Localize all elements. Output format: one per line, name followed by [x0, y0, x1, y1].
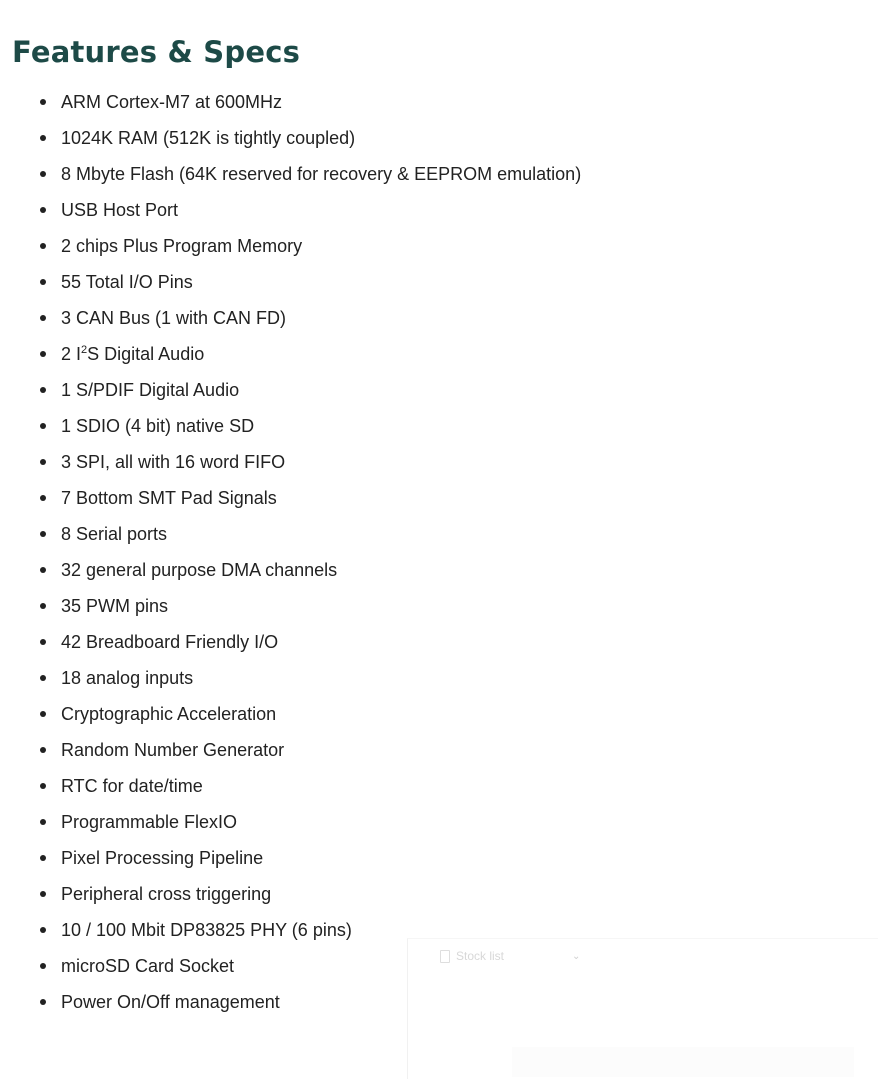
bullet-icon: [40, 315, 46, 321]
feature-text: 32 general purpose DMA channels: [61, 560, 338, 580]
bullet-icon: [40, 675, 46, 681]
list-item: [0, 300, 700, 336]
bullet-icon: [40, 819, 46, 825]
feature-text: ARM Cortex-M7 at 600MHz: [61, 92, 283, 112]
bullet-icon: [40, 243, 46, 249]
list-item: [0, 552, 700, 588]
feature-text: 7 Bottom SMT Pad Signals: [61, 488, 277, 508]
bullet-icon: [40, 207, 46, 213]
feature-text: Power On/Off management: [61, 992, 280, 1012]
page-title: Features & Specs: [12, 35, 301, 69]
list-item: [0, 192, 700, 228]
bullet-icon: [40, 711, 46, 717]
bullet-icon: [40, 567, 46, 573]
feature-text: 2 I: [61, 344, 82, 364]
list-item: [0, 336, 700, 372]
feature-text: microSD Card Socket: [61, 956, 235, 976]
feature-superscript: 2: [81, 344, 88, 356]
bullet-icon: [40, 639, 46, 645]
bullet-icon: [40, 423, 46, 429]
bullet-icon: [40, 279, 46, 285]
bullet-icon: [40, 603, 46, 609]
bullet-icon: [40, 171, 46, 177]
feature-text: 8 Mbyte Flash (64K reserved for recovery & EEPROM emulation): [61, 164, 582, 184]
list-item: [0, 84, 700, 120]
list-item: [0, 588, 700, 624]
feature-text: 18 analog inputs: [61, 668, 194, 688]
feature-text: 42 Breadboard Friendly I/O: [61, 632, 279, 652]
feature-text: 8 Serial ports: [61, 524, 168, 544]
feature-text: 2 chips Plus Program Memory: [61, 236, 303, 256]
list-item: [0, 804, 700, 840]
feature-list: [0, 84, 700, 1020]
bullet-icon: [40, 459, 46, 465]
list-item: [0, 732, 700, 768]
feature-text: Programmable FlexIO: [61, 812, 238, 832]
feature-text: 55 Total I/O Pins: [61, 272, 193, 292]
bullet-icon: [40, 495, 46, 501]
feature-text: Peripheral cross triggering: [61, 884, 272, 904]
feature-text: Random Number Generator: [61, 740, 285, 760]
list-item: [0, 696, 700, 732]
bullet-icon: [40, 999, 46, 1005]
list-item: [0, 840, 700, 876]
bullet-icon: [40, 855, 46, 861]
bullet-icon: [40, 99, 46, 105]
list-item: [0, 120, 700, 156]
feature-text: 1 SDIO (4 bit) native SD: [61, 416, 255, 436]
bullet-icon: [40, 387, 46, 393]
bullet-icon: [40, 135, 46, 141]
feature-text: 10 / 100 Mbit DP83825 PHY (6 pins): [61, 920, 352, 940]
list-item: [0, 264, 700, 300]
overlay-bar: [512, 1047, 854, 1077]
bullet-icon: [40, 531, 46, 537]
stock-list-dropdown[interactable]: [440, 947, 580, 965]
feature-text: 3 SPI, all with 16 word FIFO: [61, 452, 286, 472]
feature-text: Pixel Processing Pipeline: [61, 848, 264, 868]
feature-text: 35 PWM pins: [61, 596, 169, 616]
feature-text: 1024K RAM (512K is tightly coupled): [61, 128, 356, 148]
list-item: [0, 408, 700, 444]
stock-list-overlay: [407, 938, 878, 1079]
bullet-icon: [40, 351, 46, 357]
feature-text: 1 S/PDIF Digital Audio: [61, 380, 240, 400]
list-item: [0, 876, 700, 912]
file-icon: [440, 950, 450, 963]
feature-text: RTC for date/time: [61, 776, 203, 796]
feature-text: S Digital Audio: [87, 344, 205, 364]
bullet-icon: [40, 783, 46, 789]
list-item: [0, 228, 700, 264]
stock-list-label: Stock list: [456, 949, 505, 963]
bullet-icon: [40, 927, 46, 933]
list-item: [0, 156, 700, 192]
list-item: [0, 372, 700, 408]
list-item: [0, 768, 700, 804]
chevron-down-icon: ⌄: [572, 950, 581, 962]
list-item: [0, 480, 700, 516]
list-item: [0, 516, 700, 552]
bullet-icon: [40, 963, 46, 969]
feature-text: Cryptographic Acceleration: [61, 704, 277, 724]
feature-text: USB Host Port: [61, 200, 179, 220]
list-item: [0, 624, 700, 660]
bullet-icon: [40, 747, 46, 753]
feature-text: 3 CAN Bus (1 with CAN FD): [61, 308, 287, 328]
bullet-icon: [40, 891, 46, 897]
list-item: [0, 444, 700, 480]
list-item: [0, 660, 700, 696]
